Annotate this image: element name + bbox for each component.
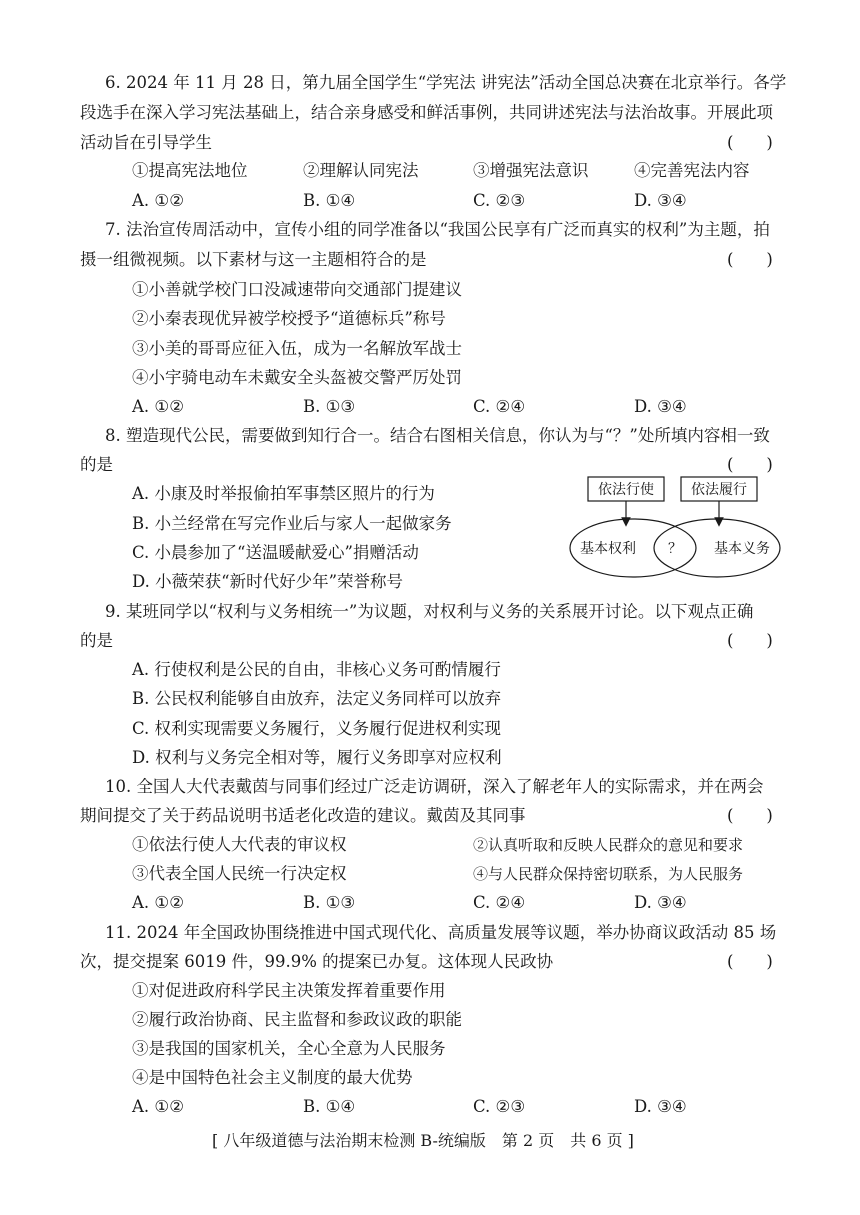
- q7-statement-4: ④小宇骑电动车未戴安全头盔被交警严厉处罚: [132, 368, 462, 387]
- rights-duties-diagram: [566, 470, 788, 582]
- q11-statement-1: ①对促进政府科学民主决策发挥着重要作用: [132, 981, 446, 1000]
- q6-answer-blank: ( ): [727, 133, 773, 152]
- q11-option-d: D. ③④: [634, 1097, 687, 1116]
- q6-stem-line-2: 段选手在深入学习宪法基础上，结合亲身感受和鲜活事例，共同讲述宪法与法治故事。开展此项: [80, 103, 773, 122]
- q6-option-a: A. ①②: [132, 191, 184, 210]
- q9-answer-blank: ( ): [727, 631, 773, 650]
- q9-option-c: C. 权利实现需要义务履行，义务履行促进权利实现: [132, 719, 502, 738]
- q10-answer-blank: ( ): [727, 806, 773, 825]
- q10-option-d: D. ③④: [634, 893, 687, 912]
- ellipse-right-label: 基本义务: [714, 541, 770, 557]
- q8-option-c: C. 小晨参加了“送温暖献爱心”捐赠活动: [132, 543, 419, 562]
- q7-stem-line-1: 7. 法治宣传周活动中，宣传小组的同学准备以“我国公民享有广泛而真实的权利”为主题，拍: [105, 220, 770, 239]
- q8-option-a: A. 小康及时举报偷拍军事禁区照片的行为: [132, 484, 435, 503]
- q11-option-b: B. ①④: [303, 1097, 356, 1116]
- q10-statement-2: ②认真听取和反映人民群众的意见和要求: [473, 836, 744, 854]
- q6-statement-4: ④完善宪法内容: [634, 161, 750, 180]
- q6-option-b: B. ①④: [303, 191, 356, 210]
- q8-stem-line-1: 8. 塑造现代公民，需要做到知行合一。结合右图相关信息，你认为与“？”处所填内容相一致: [105, 426, 770, 445]
- q7-statement-2: ②小秦表现优异被学校授予“道德标兵”称号: [132, 309, 446, 328]
- q6-statement-1: ①提高宪法地位: [132, 161, 248, 180]
- q8-option-b: B. 小兰经常在写完作业后与家人一起做家务: [132, 514, 452, 533]
- q7-statement-3: ③小美的哥哥应征入伍，成为一名解放军战士: [132, 339, 462, 358]
- box-right-label: 依法履行: [691, 482, 747, 498]
- q6-statement-3: ③增强宪法意识: [473, 161, 589, 180]
- page-footer: [ 八年级道德与法治期末检测 B-统编版 第 2 页 共 6 页 ]: [212, 1131, 634, 1150]
- q6-stem-line-3: 活动旨在引导学生: [80, 133, 212, 152]
- q9-option-b: B. 公民权利能够自由放弃，法定义务同样可以放弃: [132, 689, 502, 708]
- q11-option-a: A. ①②: [132, 1097, 184, 1116]
- q11-statement-3: ③是我国的国家机关，全心全意为人民服务: [132, 1039, 446, 1058]
- ellipse-left-label: 基本权利: [580, 541, 636, 557]
- q10-stem-line-1: 10. 全国人大代表戴茵与同事们经过广泛走访调研，深入了解老年人的实际需求，并在两会: [105, 777, 764, 796]
- q7-option-c: C. ②④: [473, 397, 526, 416]
- q10-statement-4: ④与人民群众保持密切联系，为人民服务: [473, 865, 744, 883]
- overlap-label: ？: [668, 541, 682, 557]
- q10-statement-3: ③代表全国人民统一行决定权: [132, 864, 347, 883]
- q9-option-a: A. 行使权利是公民的自由，非核心义务可酌情履行: [132, 660, 501, 679]
- q7-stem-line-2: 摄一组微视频。以下素材与这一主题相符合的是: [80, 250, 427, 269]
- q8-stem-line-2: 的是: [80, 455, 113, 474]
- q6-statement-2: ②理解认同宪法: [303, 161, 419, 180]
- q7-answer-blank: ( ): [727, 250, 773, 269]
- q11-stem-line-1: 11. 2024 年全国政协围绕推进中国式现代化、高质量发展等议题，举办协商议政活动 85 场: [105, 923, 777, 942]
- q9-stem-line-1: 9. 某班同学以“权利与义务相统一”为议题，对权利与义务的关系展开讨论。以下观点正确: [105, 602, 754, 621]
- q6-stem-line-1: 6. 2024 年 11 月 28 日，第九届全国学生“学宪法 讲宪法”活动全国总决赛在北京举行。各学: [105, 73, 787, 92]
- box-left-label: 依法行使: [598, 482, 654, 498]
- q11-stem-line-2: 次，提交提案 6019 件，99.9% 的提案已办复。这体现人民政协: [80, 952, 554, 971]
- q9-option-d: D. 权利与义务完全相对等，履行义务即享对应权利: [132, 748, 502, 767]
- q7-option-b: B. ①③: [303, 397, 356, 416]
- q10-statement-1: ①依法行使人大代表的审议权: [132, 835, 347, 854]
- q10-stem-line-2: 期间提交了关于药品说明书适老化改造的建议。戴茵及其同事: [80, 806, 526, 825]
- q11-statement-4: ④是中国特色社会主义制度的最大优势: [132, 1068, 413, 1087]
- q8-answer-blank: ( ): [727, 455, 773, 474]
- q6-option-c: C. ②③: [473, 191, 526, 210]
- q10-option-a: A. ①②: [132, 893, 184, 912]
- q10-option-b: B. ①③: [303, 893, 356, 912]
- q10-option-c: C. ②④: [473, 893, 526, 912]
- q7-option-a: A. ①②: [132, 397, 184, 416]
- q7-option-d: D. ③④: [634, 397, 687, 416]
- q11-answer-blank: ( ): [727, 952, 773, 971]
- q8-option-d: D. 小薇荣获“新时代好少年”荣誉称号: [132, 572, 404, 591]
- q7-statement-1: ①小善就学校门口没减速带向交通部门提建议: [132, 280, 462, 299]
- q11-statement-2: ②履行政治协商、民主监督和参政议政的职能: [132, 1010, 462, 1029]
- q11-option-c: C. ②③: [473, 1097, 526, 1116]
- q9-stem-line-2: 的是: [80, 631, 113, 650]
- q6-option-d: D. ③④: [634, 191, 687, 210]
